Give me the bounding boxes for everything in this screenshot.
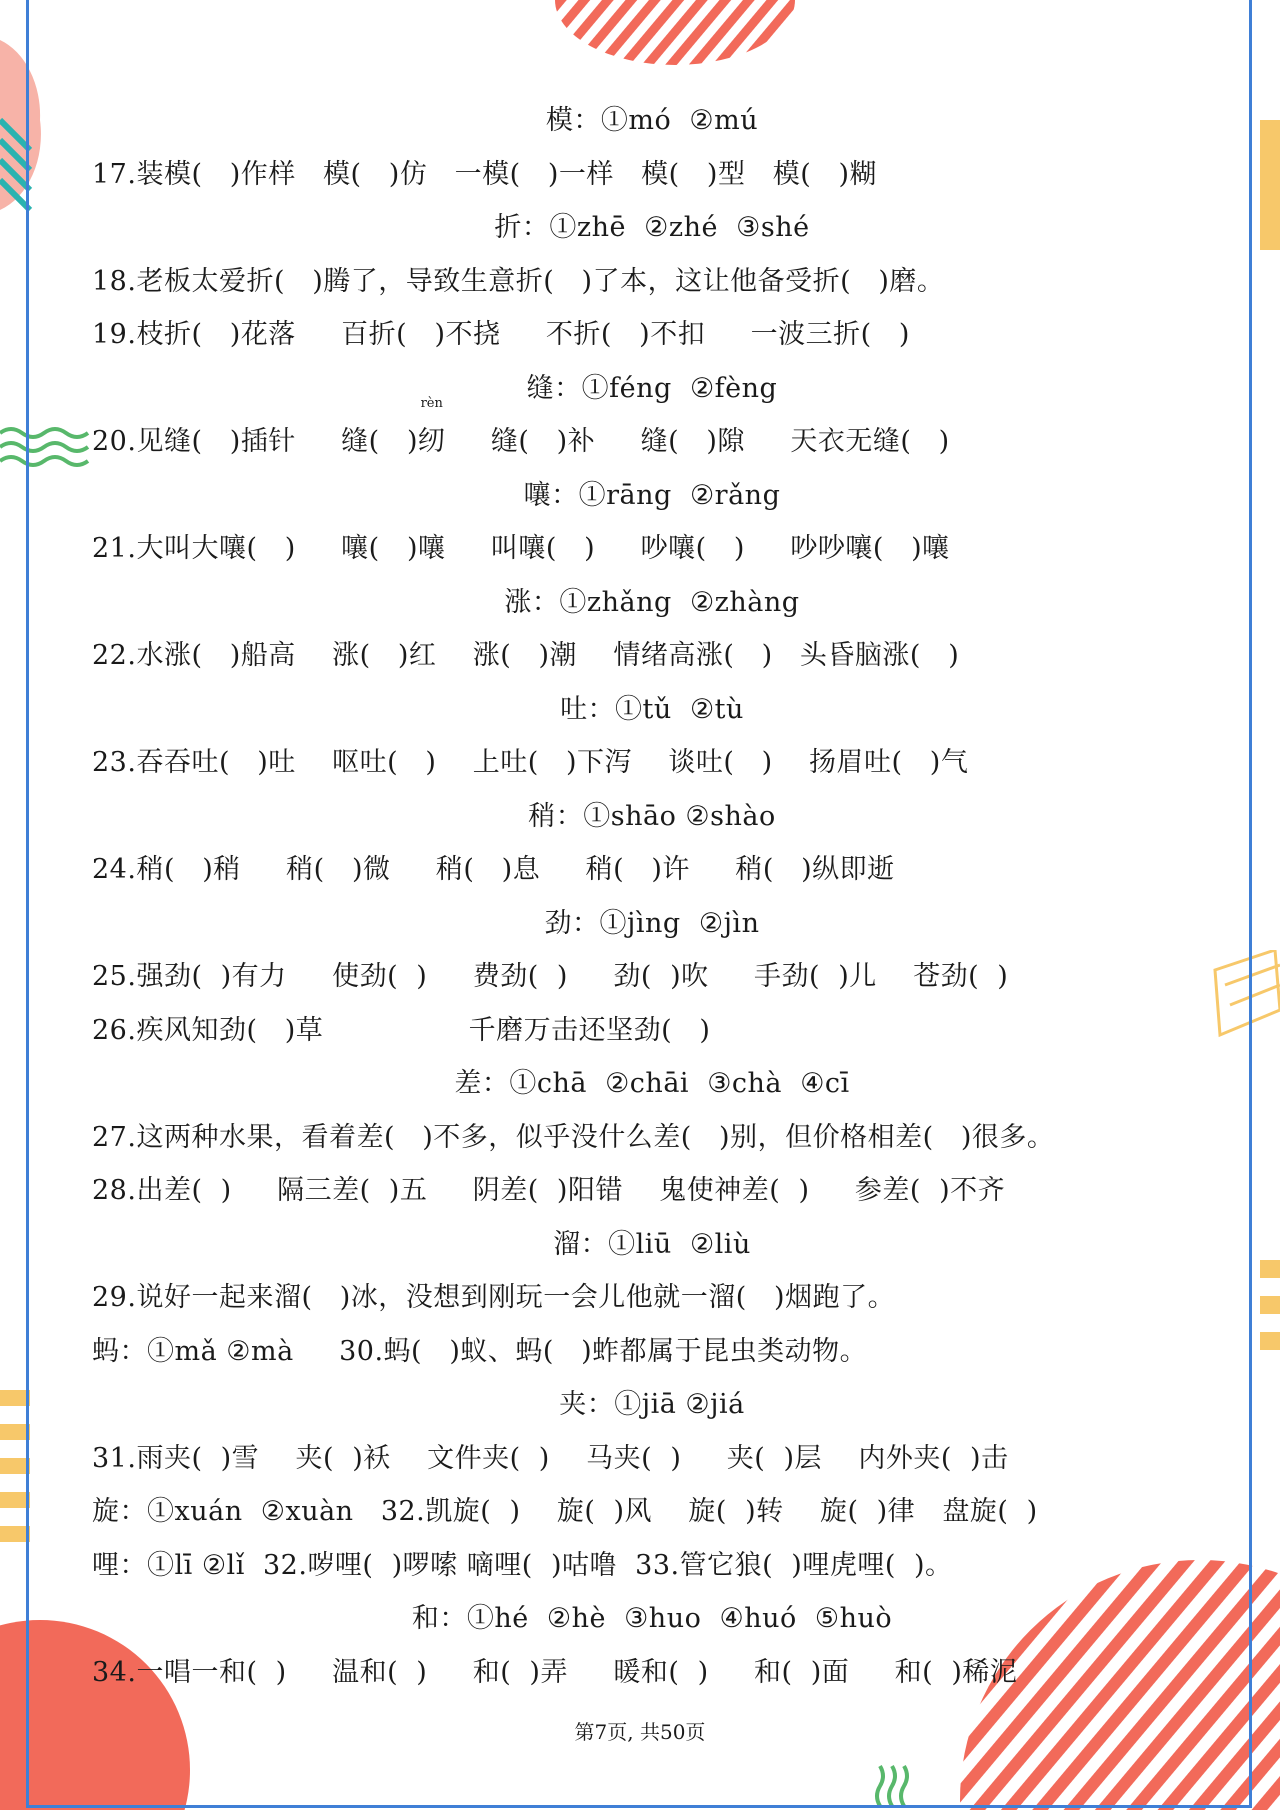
exercise-line: 23.吞吞吐( )吐 呕吐( ) 上吐( )下泻 谈吐( ) 扬眉吐( )气 [92,747,969,778]
pinyin-key-line: 和：①hé ②hè ③huo ④huó ⑤huò [411,1603,893,1634]
exercise-line: 旋：①xuán ②xuàn 32.凯旋( ) 旋( )风 旋( )转 旋( )律 盘旋( ) [92,1496,1038,1527]
pinyin-key-line: 模：①mó ②mú [545,105,759,136]
exercise-line-prefix: 20.见缝( )插针 缝( ) [92,426,418,457]
exercise-line: 21.大叫大嚷( ) 嚷( )嚷 叫嚷( ) 吵嚷( ) 吵吵嚷( )嚷 [92,533,950,564]
exercise-line: 蚂：①mǎ ②mà 30.蚂( )蚁、蚂( )蚱都属于昆虫类动物。 [92,1335,868,1367]
exercise-line: 31.雨夹( )雪 夹( )袄 文件夹( ) 马夹( ) 夹( )层 内外夹( )击 [92,1442,1009,1474]
exercise-line: 26.疾风知劲( )草 千磨万击还坚劲( ) [92,1014,711,1046]
pinyin-key-line: 吐：①tǔ ②tù [560,693,744,725]
page-number-footer: 第7页, 共50页 [574,1720,706,1744]
exercise-line: 18.老板太爱折( )腾了，导致生意折( )了本，这让他备受折( )磨。 [92,265,945,297]
exercise-line: 34.一唱一和( ) 温和( ) 和( )弄 暖和( ) 和( )面 和( )稀泥 [92,1656,1018,1688]
pinyin-key-line: 折：①zhē ②zhé ③shé [494,212,810,243]
exercise-line: 29.说好一起来溜( )冰，没想到刚玩一会儿他就一溜( )烟跑了。 [92,1282,896,1313]
exercise-line: 25.强劲( )有力 使劲( ) 费劲( ) 劲( )吹 手劲( )儿 苍劲( ) [92,961,1009,992]
exercise-line [92,396,1212,467]
exercise-line: 27.这两种水果，看着差( )不多，似乎没什么差( )别，但价格相差( )很多。 [92,1121,1055,1153]
ruby-annotated-character [417,396,446,467]
right-yellow-bar-decoration [1256,120,1280,250]
ruby-base-character: 纫 [417,426,446,457]
pinyin-key-line: 差：①chā ②chāi ③chà ④cī [454,1068,850,1099]
right-yellow-stripes-decoration [1256,1260,1280,1360]
pinyin-key-line: 溜：①liū ②liù [553,1228,751,1260]
ruby-pinyin: rèn [420,396,443,411]
exercise-line: 24.稍( )稍 稍( )微 稍( )息 稍( )许 稍( )纵即逝 [92,854,895,885]
pinyin-key-line: 涨：①zhǎng ②zhàng [504,586,800,618]
pinyin-key-line: 劲：①jìng ②jìn [544,907,760,939]
exercise-line: 哩：①lī ②lǐ 32.哕哩( )啰嗦 嘀哩( )咕噜 33.管它狼( )哩虎哩( )。 [92,1549,953,1581]
exercise-line: 19.枝折( )花落 百折( )不挠 不折( )不扣 一波三折( ) [92,319,910,350]
pinyin-key-line: 嚷：①rāng ②rǎng [523,479,781,511]
exercise-line-suffix: 缝( )补 缝( )隙 天衣无缝( ) [445,426,950,457]
exercise-line: 22.水涨( )船高 涨( )红 涨( )潮 情绪高涨( ) 头昏脑涨( ) [92,640,960,671]
pinyin-key-line: 夹：①jiā ②jiá [559,1389,745,1420]
exercise-line: 17.装模( )作样 模( )仿 一模( )一样 模( )型 模( )糊 [92,158,878,190]
pinyin-key-line: 稍：①shāo ②shào [528,800,776,832]
exercise-line: 28.出差( ) 隔三差( )五 阴差( )阳错 鬼使神差( ) 参差( )不齐 [92,1175,1006,1206]
pinyin-key-line: 缝：①féng ②fèng [526,372,778,404]
